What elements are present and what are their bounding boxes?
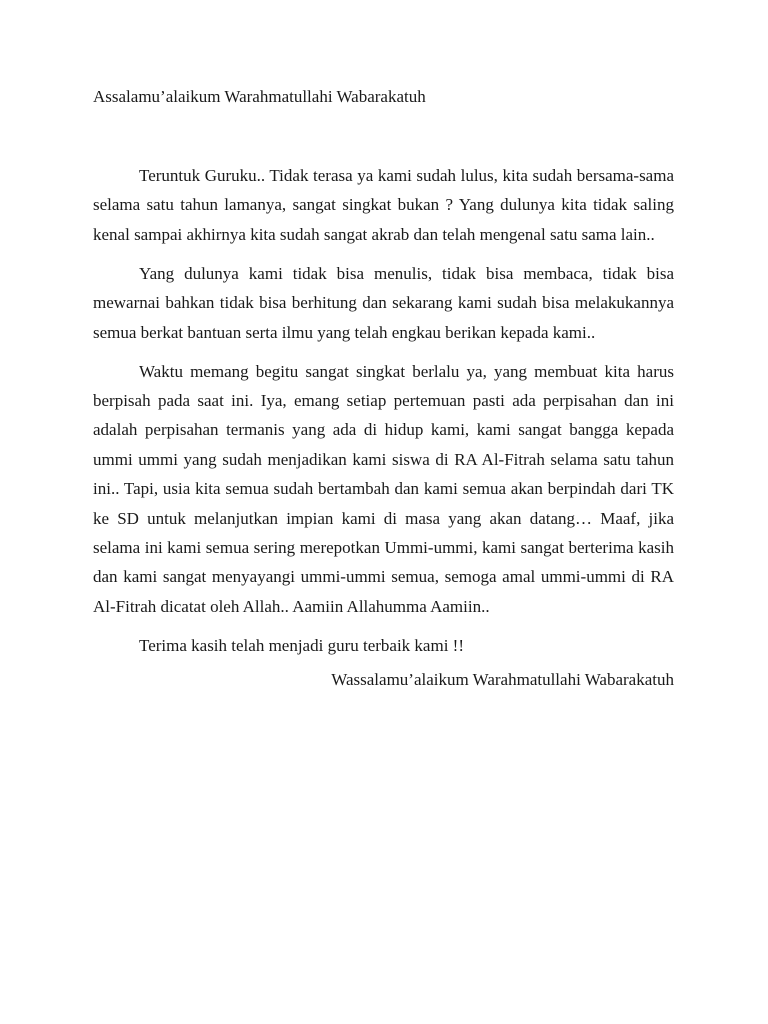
paragraph-2: Yang dulunya kami tidak bisa menulis, tidak bisa membaca, tidak bisa mewarnai bahkan tidak bisa berhitung dan sekarang kami sudah bisa melakukannya semua berkat bantuan serta ilmu yang telah engkau berikan kepada kami..	[93, 263, 674, 342]
letter-body	[93, 161, 674, 690]
closing-greeting: Wassalamu’alaikum Warahmatullahi Wabarakatuh	[331, 669, 674, 689]
paragraph-3: Waktu memang begitu sangat singkat berlalu ya, yang membuat kita harus berpisah pada saat ini. Iya, emang setiap pertemuan pasti ada perpisahan dan ini adalah perpisahan termanis yang ada di hidup kami, kami sangat bangga kepada ummi ummi yang sudah menjadikan kami siswa di RA Al-Fitrah selama satu tahun ini.. Tapi, usia kita semua sudah bertambah dan kami semua akan berpindah dari TK ke SD untuk melanjutkan impian kami di masa yang akan datang… Maaf, jika selama ini kami semua sering merepotkan Ummi-ummi, kami sangat berterima kasih dan kami sangat menyayangi ummi-ummi semua, semoga amal ummi-ummi di RA Al-Fitrah dicatat oleh Allah.. Aamiin Allahumma Aamiin..	[93, 361, 674, 616]
paragraph-4: Terima kasih telah menjadi guru terbaik kami !!	[139, 635, 465, 655]
paragraph-1: Teruntuk Guruku.. Tidak terasa ya kami sudah lulus, kita sudah bersama-sama selama satu tahun lamanya, sangat singkat bukan ? Yang dulunya kita tidak saling kenal sampai akhirnya kita sudah sangat akrab dan telah mengenal satu sama lain..	[93, 166, 674, 244]
opening-greeting: Assalamu’alaikum Warahmatullahi Wabarakatuh	[93, 87, 426, 106]
